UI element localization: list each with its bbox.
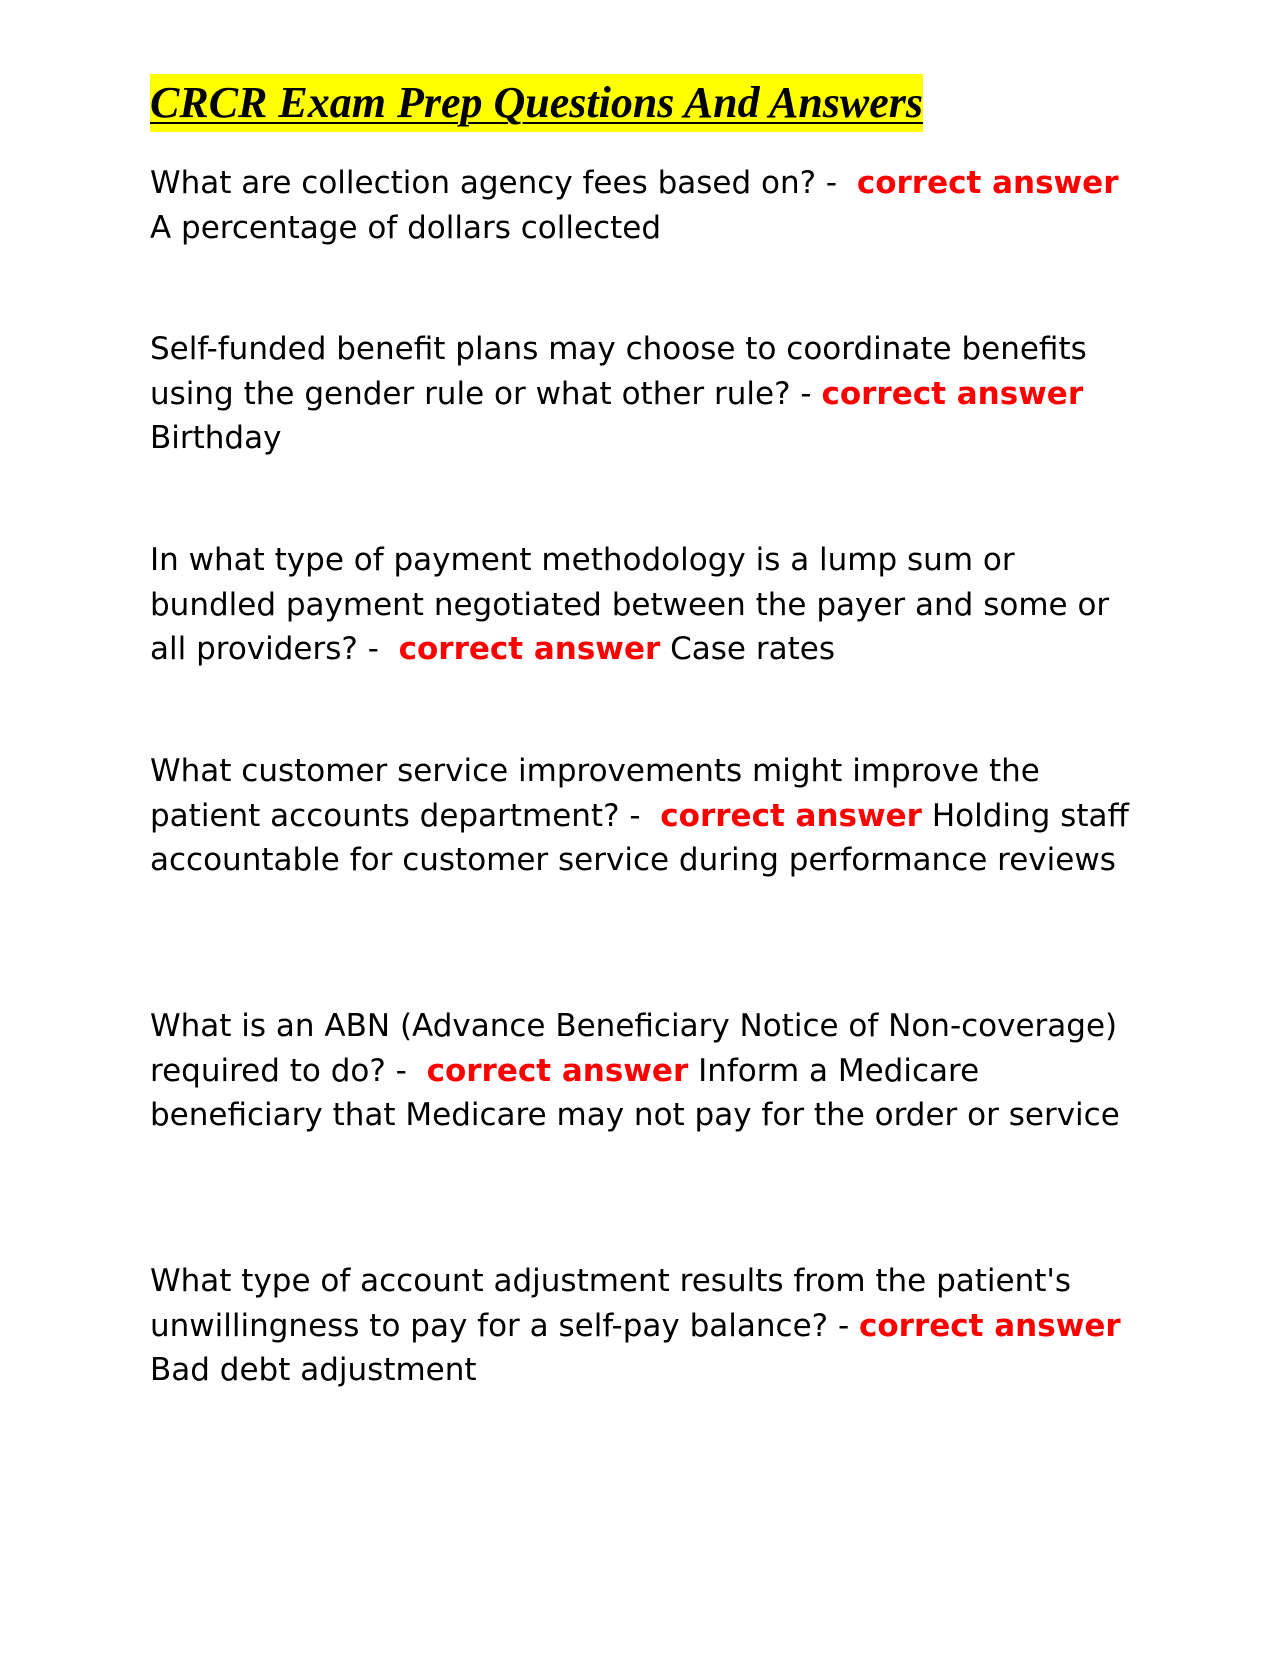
- question-text: Self-funded benefit plans may choose to coordinate benefits using the gender rule or what other rule? -: [150, 331, 1087, 412]
- document-page: [150, 74, 1130, 1388]
- title-highlight: [150, 74, 923, 132]
- correct-answer-label: correct answer: [859, 1307, 1121, 1344]
- question-text: What is an ABN (Advance Beneficiary Notice of Non-coverage) required to do? -: [150, 1008, 1118, 1089]
- qa-item: [150, 1259, 1130, 1393]
- question-text: What are collection agency fees based on? -: [150, 165, 838, 201]
- qa-item: [150, 749, 1130, 883]
- answer-text: Holding staff accountable for customer service during performance reviews: [150, 797, 1129, 878]
- qa-item: [150, 1004, 1130, 1138]
- question-text: What type of account adjustment results from the patient's unwillingness to pay for a self-pay balance? -: [150, 1263, 1072, 1344]
- qa-item: [150, 538, 1130, 672]
- page-title: CRCR Exam Prep Questions And Answers: [150, 78, 924, 127]
- answer-text: A percentage of dollars collected: [150, 209, 662, 246]
- question-text: In what type of payment methodology is a lump sum or bundled payment negotiated between the payer and some or all providers? -: [150, 542, 1110, 667]
- qa-item: [150, 161, 1130, 250]
- question-text: What customer service improvements might improve the patient accounts department? -: [150, 753, 1040, 834]
- qa-item: [150, 327, 1130, 461]
- answer-text: Case rates: [670, 631, 835, 667]
- answer-text: Birthday: [150, 420, 282, 456]
- answer-text: Bad debt adjustment: [150, 1352, 477, 1388]
- correct-answer-label: correct answer: [660, 797, 922, 834]
- correct-answer-label: correct answer: [821, 375, 1084, 412]
- answer-text: Inform a Medicare beneficiary that Medicare may not pay for the order or service: [150, 1052, 1120, 1133]
- correct-answer-label: correct answer: [426, 1052, 689, 1089]
- correct-answer-label: correct answer: [398, 631, 661, 667]
- correct-answer-label: correct answer: [856, 165, 1119, 201]
